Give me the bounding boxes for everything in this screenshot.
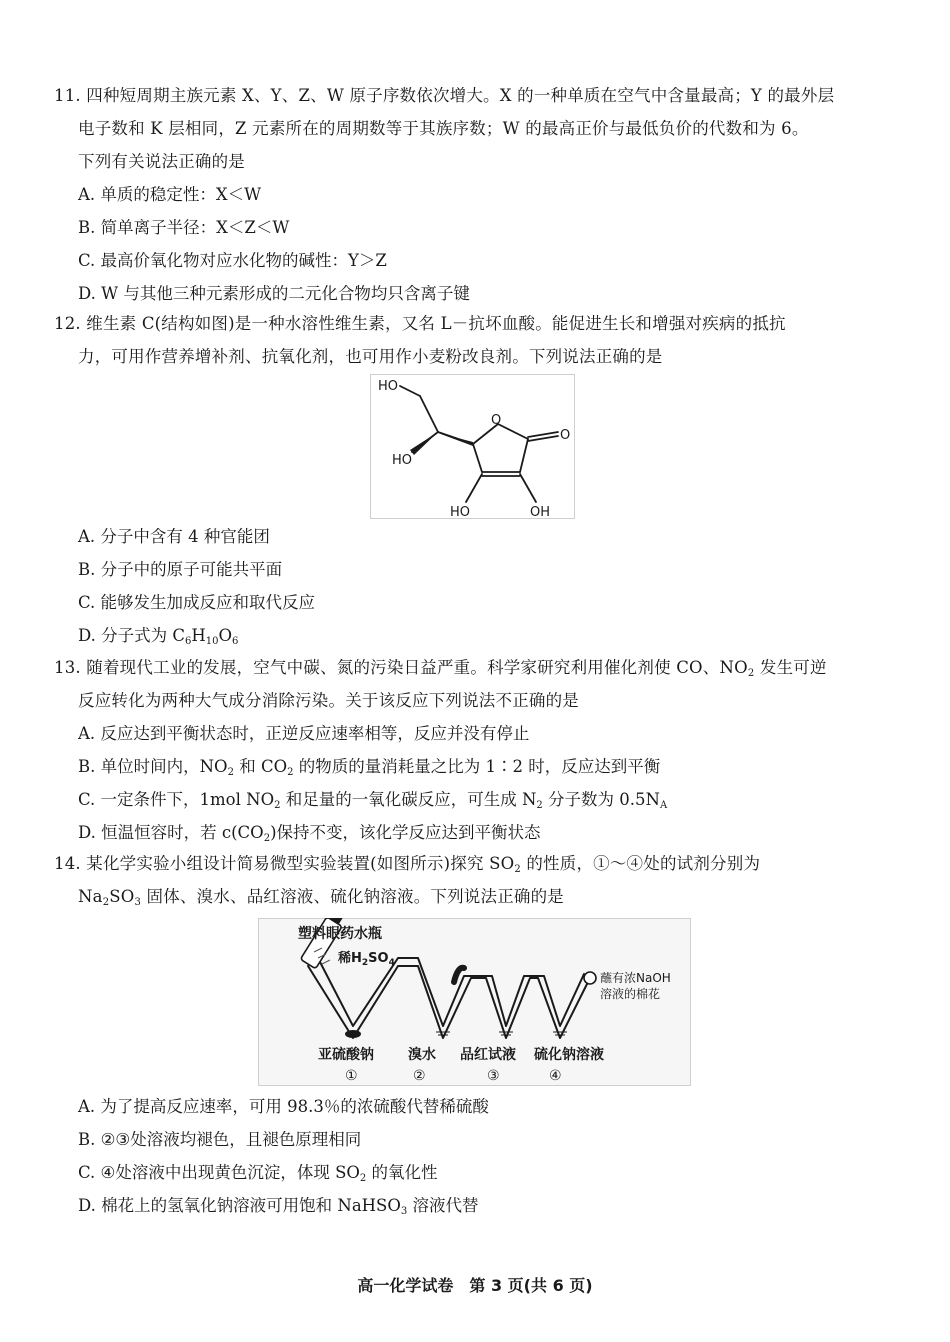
question-12 [54, 307, 904, 373]
label-ho-mid: HO [392, 453, 413, 468]
label-magenta-solution: 品红试液 [460, 1047, 516, 1063]
question-14-options [54, 1090, 904, 1222]
label-sodium-sulfite: 亚硫酸钠 [318, 1047, 374, 1063]
label-oh-right: OH [530, 505, 551, 519]
q13-option-b: B. 单位时间内，$NO_2$ 和 $CO_2$ 的物质的量消耗量之比为 1∶2 时，反应达到平衡 [78, 757, 661, 778]
q11-stem-line-2: 电子数和 K 层相同，Z 元素所在的周期数等于其族序数；W 的最高正价与最低负价的代数和为 6。 [78, 119, 809, 138]
q12-option-c: C. 能够发生加成反应和取代反应 [78, 593, 316, 612]
question-14 [54, 847, 904, 913]
q14-option-c: C. ④处溶液中出现黄色沉淀，体现 $SO_2$ 的氧化性 [78, 1163, 438, 1184]
label-num-3: ③ [487, 1068, 500, 1084]
q12-stem-line-1: 12. 维生素 C(结构如图)是一种水溶性维生素，又名 L－抗坏血酸。能促进生长和增强对疾病的抵抗 [54, 314, 786, 333]
q14-option-a: A. 为了提高反应速率，可用 98.3％的浓硫酸代替稀硫酸 [78, 1097, 489, 1116]
label-o-ring: O [491, 413, 502, 428]
label-num-1: ① [345, 1068, 358, 1084]
label-cotton-line-2: 溶液的棉花 [600, 987, 661, 1001]
label-sodium-sulfide: 硫化钠溶液 [534, 1047, 604, 1063]
page-footer: 高一化学试卷 第 3 页(共 6 页) [357, 1276, 593, 1295]
label-dilute-acid: 稀$H_2SO_4$ [338, 951, 395, 968]
q11-option-c: C. 最高价氧化物对应水化物的碱性：Y＞Z [78, 251, 387, 270]
label-o-carbonyl: O [560, 428, 571, 443]
label-bottle: 塑料眼药水瓶 [298, 926, 382, 942]
q13-option-a: A. 反应达到平衡状态时，正逆反应速率相等，反应并没有停止 [78, 724, 530, 743]
cotton-icon [584, 972, 596, 984]
q13-stem-line-1: 13. 随着现代工业的发展，空气中碳、氮的污染日益严重。科学家研究利用催化剂使 CO、$NO_2$ 发生可逆 [54, 658, 827, 679]
question-11 [54, 79, 904, 310]
q12-option-d: D. 分子式为 $C_6H_{10}O_6$ [78, 626, 239, 647]
label-num-2: ② [413, 1068, 426, 1084]
q12-option-a: A. 分子中含有 4 种官能团 [78, 527, 270, 546]
q11-option-a: A. 单质的稳定性：X＜W [78, 185, 262, 204]
q12-stem-line-2: 力，可用作营养增补剂、抗氧化剂，也可用作小麦粉改良剂。下列说法正确的是 [78, 347, 663, 366]
q14-stem-line-2: $Na_2SO_3$ 固体、溴水、品红溶液、硫化钠溶液。下列说法正确的是 [78, 887, 564, 908]
q14-option-b: B. ②③处溶液均褪色，且褪色原理相同 [78, 1130, 362, 1149]
label-ho-left: HO [450, 505, 471, 519]
q13-option-d: D. 恒温恒容时，若 $c(CO_2)$保持不变，该化学反应达到平衡状态 [78, 823, 541, 844]
q14-option-d: D. 棉花上的氢氧化钠溶液可用饱和 NaHSO$_3$ 溶液代替 [78, 1196, 479, 1217]
q14-stem-line-1: 14. 某化学实验小组设计简易微型实验装置(如图所示)探究 $SO_2$ 的性质，①～④处的试剂分别为 [54, 854, 761, 875]
q11-stem-line-3: 下列有关说法正确的是 [78, 152, 245, 171]
vitamin-c-structure [370, 374, 575, 519]
apparatus-figure [258, 918, 691, 1086]
q11-stem-line-1: 11. 四种短周期主族元素 X、Y、Z、W 原子序数依次增大。X 的一种单质在空气中含量最高；Y 的最外层 [54, 86, 835, 105]
q11-option-b: B. 简单离子半径：X＜Z＜W [78, 218, 290, 237]
q13-stem-line-2: 反应转化为两种大气成分消除污染。关于该反应下列说法不正确的是 [78, 691, 579, 710]
label-cotton-line-1: 蘸有浓NaOH [600, 971, 671, 985]
q11-option-d: D. W 与其他三种元素形成的二元化合物均只含离子键 [78, 284, 470, 303]
q13-option-c: C. 一定条件下，1mol $NO_2$ 和足量的一氧化碳反应，可生成 $N_2$ 分子数为 $0.5N_A$ [78, 790, 668, 811]
label-bromine-water: 溴水 [408, 1047, 436, 1063]
label-num-4: ④ [549, 1068, 562, 1084]
question-13 [54, 651, 904, 849]
question-12-options [54, 520, 904, 652]
label-ho-top: HO [378, 379, 399, 394]
q12-option-b: B. 分子中的原子可能共平面 [78, 560, 283, 579]
